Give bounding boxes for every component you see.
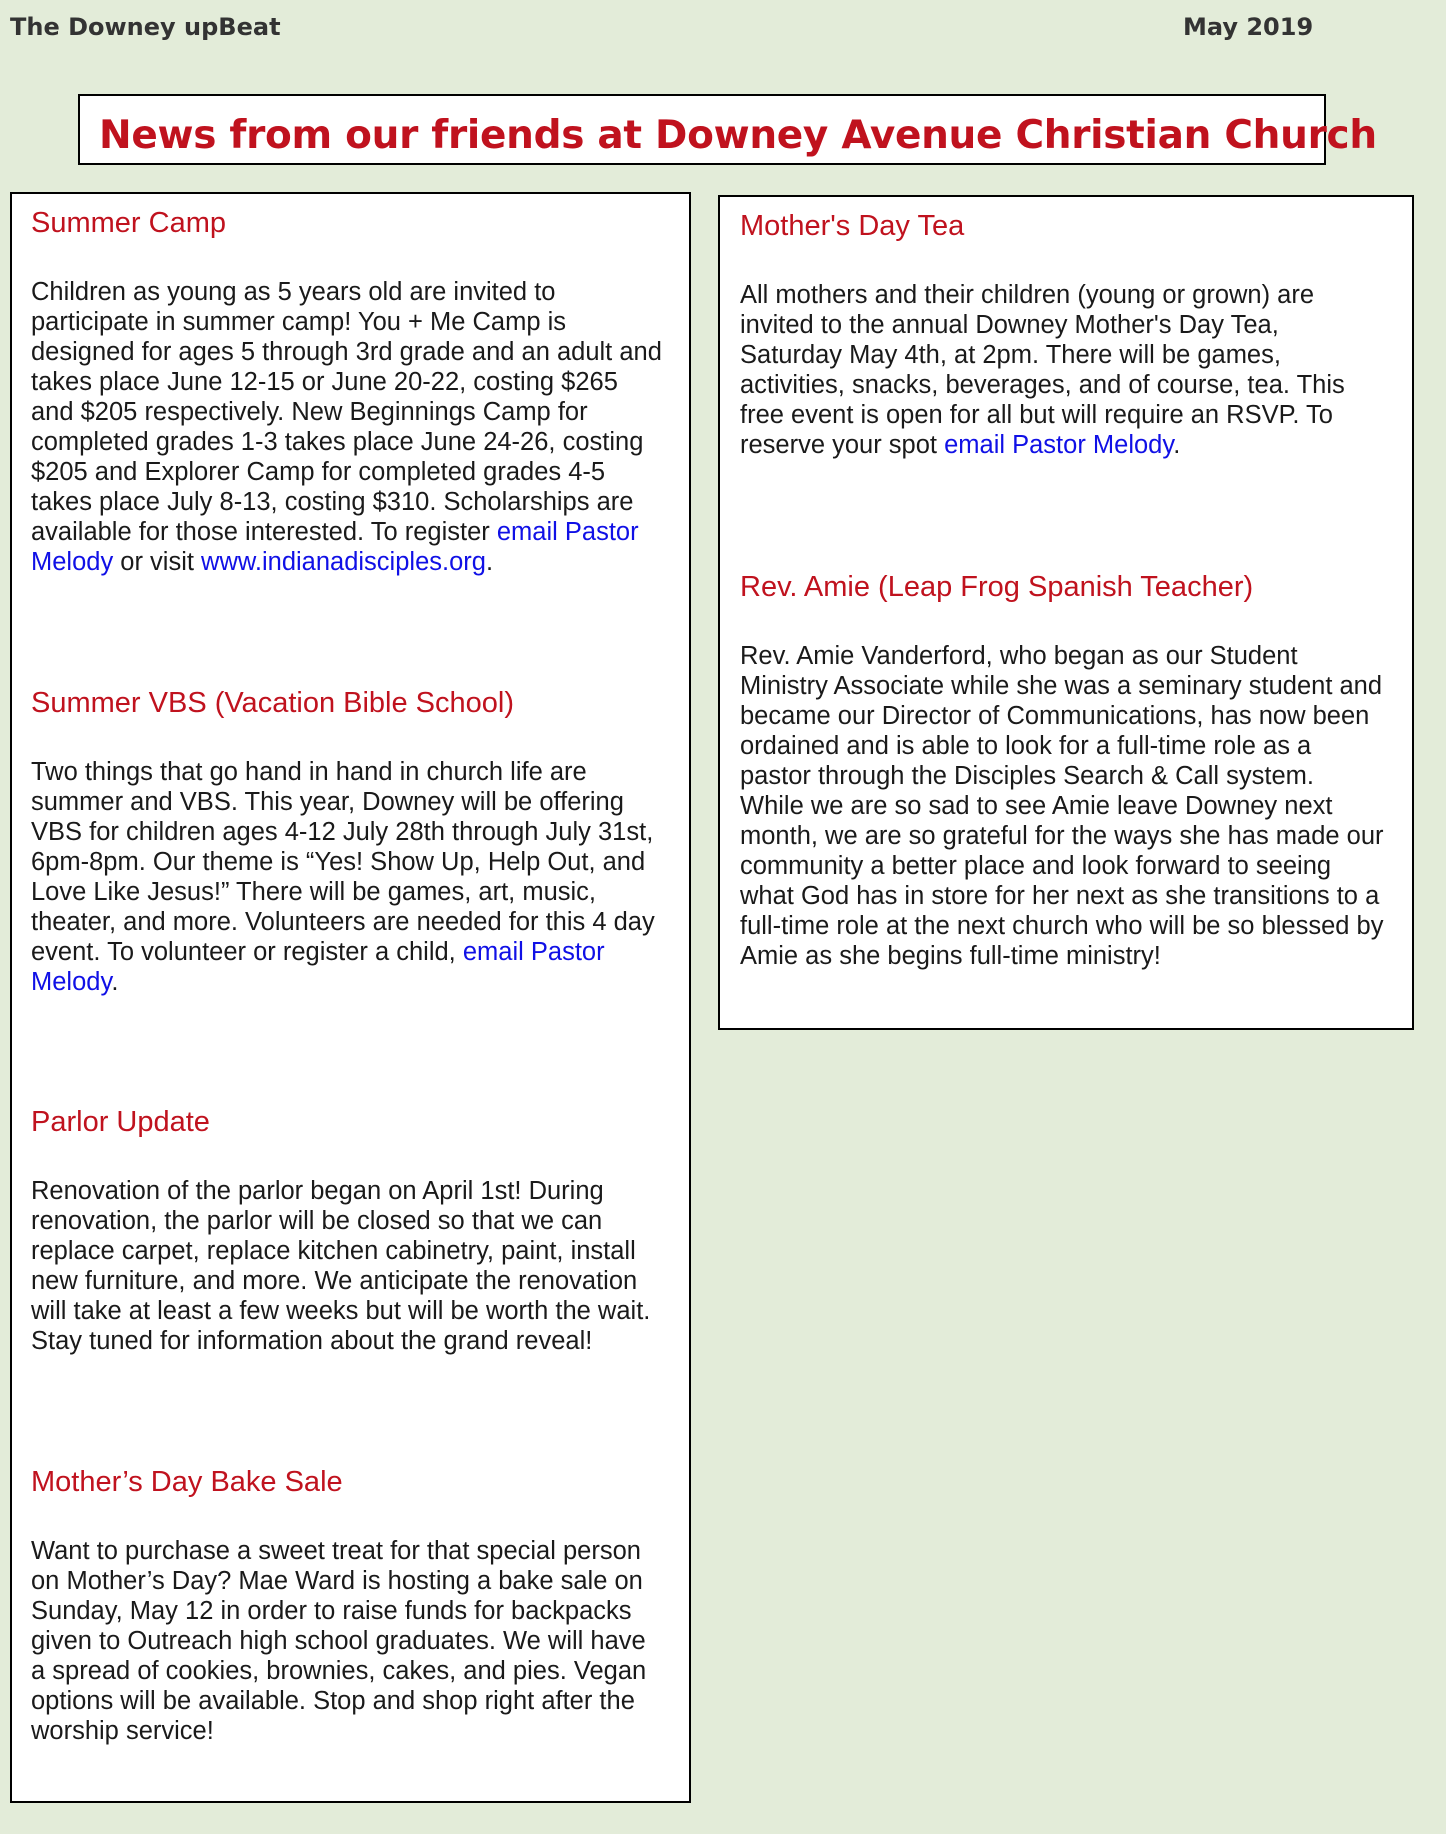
body-line bbox=[31, 937, 655, 967]
issue-date: May 2019 bbox=[1183, 13, 1314, 41]
body-line: ordained and is able to look for a full-time role as a bbox=[740, 732, 1312, 760]
section-summer-camp bbox=[31, 206, 662, 577]
body-line: Sunday, May 12 in order to raise funds for backpacks bbox=[31, 1597, 632, 1625]
body-line: All mothers and their children (young or grown) are bbox=[740, 281, 1315, 309]
section-parlor-update bbox=[31, 1105, 650, 1356]
email-pastor-melody-link[interactable]: Melody bbox=[31, 548, 114, 576]
body-line: renovation, the parlor will be closed so that we can bbox=[31, 1207, 603, 1235]
section-rev-amie bbox=[740, 570, 1384, 971]
body-line: 6pm-8pm. Our theme is “Yes! Show Up, Help Out, and bbox=[31, 848, 646, 876]
body-line: summer and VBS. This year, Downey will be offering bbox=[31, 788, 624, 816]
section-body bbox=[31, 1176, 650, 1356]
body-line: month, we are so grateful for the ways she has made our bbox=[740, 822, 1384, 850]
body-text: . bbox=[485, 548, 494, 576]
body-line: community a better place and look forward to seeing bbox=[740, 852, 1332, 880]
section-title: Rev. Amie (Leap Frog Spanish Teacher) bbox=[740, 571, 1254, 603]
body-line bbox=[740, 430, 1345, 460]
section-body bbox=[31, 757, 655, 997]
section-title: Mother's Day Tea bbox=[740, 210, 965, 242]
body-line: Stay tuned for information about the grand reveal! bbox=[31, 1327, 593, 1355]
body-line bbox=[31, 547, 662, 577]
body-line: Rev. Amie Vanderford, who began as our Student bbox=[740, 642, 1298, 670]
body-line: and $205 respectively. New Beginnings Camp for bbox=[31, 398, 588, 426]
body-line: will take at least a few weeks but will be worth the wait. bbox=[31, 1297, 651, 1325]
body-line: Children as young as 5 years old are invited to bbox=[31, 278, 556, 306]
section-bake-sale bbox=[31, 1465, 646, 1746]
body-line: given to Outreach high school graduates. We will have bbox=[31, 1627, 646, 1655]
body-text: . bbox=[1173, 431, 1181, 459]
section-title: Parlor Update bbox=[31, 1106, 210, 1138]
body-line: completed grades 1-3 takes place June 24-26, costing bbox=[31, 428, 644, 456]
body-text: event. To volunteer or register a child, bbox=[31, 938, 463, 966]
body-text: . bbox=[111, 968, 119, 996]
body-line: takes place June 12-15 or June 20-22, costing $265 bbox=[31, 368, 618, 396]
body-line: options will be available. Stop and shop right after the bbox=[31, 1687, 635, 1715]
body-line: pastor through the Disciples Search & Call system. bbox=[740, 762, 1314, 790]
section-title: Summer VBS (Vacation Bible School) bbox=[31, 687, 515, 719]
section-title: Summer Camp bbox=[31, 207, 226, 239]
body-line: full-time role at the next church who will be so blessed by bbox=[740, 912, 1384, 940]
body-line: Saturday May 4th, at 2pm. There will be games, bbox=[740, 341, 1281, 369]
body-line: Amie as she begins full-time ministry! bbox=[740, 942, 1161, 970]
body-line: a spread of cookies, brownies, cakes, and pies. Vegan bbox=[31, 1657, 647, 1685]
newsletter-name: The Downey upBeat bbox=[10, 13, 281, 41]
left-column bbox=[10, 192, 691, 1803]
body-line: invited to the annual Downey Mother's Day Tea, bbox=[740, 311, 1279, 339]
right-column bbox=[718, 195, 1414, 1030]
indianadisciples-link[interactable]: www.indianadisciples.org bbox=[201, 548, 486, 576]
section-mothers-day-tea bbox=[740, 209, 1345, 460]
body-line: Love Like Jesus!” There will be games, art, music, bbox=[31, 878, 597, 906]
body-line: Two things that go hand in hand in church life are bbox=[31, 758, 587, 786]
body-line: worship service! bbox=[31, 1717, 214, 1745]
body-line: designed for ages 5 through 3rd grade and an adult and bbox=[31, 338, 662, 366]
body-line: Want to purchase a sweet treat for that special person bbox=[31, 1537, 641, 1565]
email-pastor-melody-link[interactable]: email Pastor Melody bbox=[944, 431, 1174, 459]
body-line: activities, snacks, beverages, and of course, tea. This bbox=[740, 371, 1345, 399]
body-line: new furniture, and more. We anticipate the renovation bbox=[31, 1267, 638, 1295]
body-line: While we are so sad to see Amie leave Downey next bbox=[740, 792, 1333, 820]
body-line: replace carpet, replace kitchen cabinetry, paint, install bbox=[31, 1237, 636, 1265]
body-line: on Mother’s Day? Mae Ward is hosting a bake sale on bbox=[31, 1567, 643, 1595]
page-title: News from our friends at Downey Avenue Christian Church bbox=[99, 113, 1377, 158]
section-body bbox=[31, 1536, 646, 1746]
page-title-banner bbox=[78, 94, 1377, 165]
section-body bbox=[740, 641, 1384, 971]
body-line bbox=[31, 967, 655, 997]
email-pastor-melody-link[interactable]: email Pastor bbox=[462, 938, 605, 966]
section-title: Mother’s Day Bake Sale bbox=[31, 1466, 343, 1498]
section-body bbox=[740, 280, 1345, 460]
section-summer-vbs bbox=[31, 686, 655, 997]
body-text: reserve your spot bbox=[740, 431, 945, 459]
body-line: Ministry Associate while she was a seminary student and bbox=[740, 672, 1383, 700]
email-pastor-melody-link[interactable]: Melody bbox=[31, 968, 112, 996]
body-line: theater, and more. Volunteers are needed for this 4 day bbox=[31, 908, 655, 936]
body-text: or visit bbox=[113, 548, 202, 576]
body-line: $205 and Explorer Camp for completed grades 4-5 bbox=[31, 458, 606, 486]
section-body bbox=[31, 277, 662, 577]
email-pastor-melody-link[interactable]: email Pastor bbox=[496, 518, 639, 546]
body-line: participate in summer camp! You + Me Camp is bbox=[31, 308, 567, 336]
body-line: became our Director of Communications, has now been bbox=[740, 702, 1370, 730]
body-line: what God has in store for her next as she transitions to a bbox=[740, 882, 1380, 910]
body-line: takes place July 8-13, costing $310. Scholarships are bbox=[31, 488, 634, 516]
body-line: free event is open for all but will require an RSVP. To bbox=[740, 401, 1333, 429]
body-line: VBS for children ages 4-12 July 28th through July 31st, bbox=[31, 818, 654, 846]
body-text: available for those interested. To register bbox=[31, 518, 497, 546]
body-line: Renovation of the parlor began on April 1st! During bbox=[31, 1177, 604, 1205]
body-line bbox=[31, 517, 662, 547]
